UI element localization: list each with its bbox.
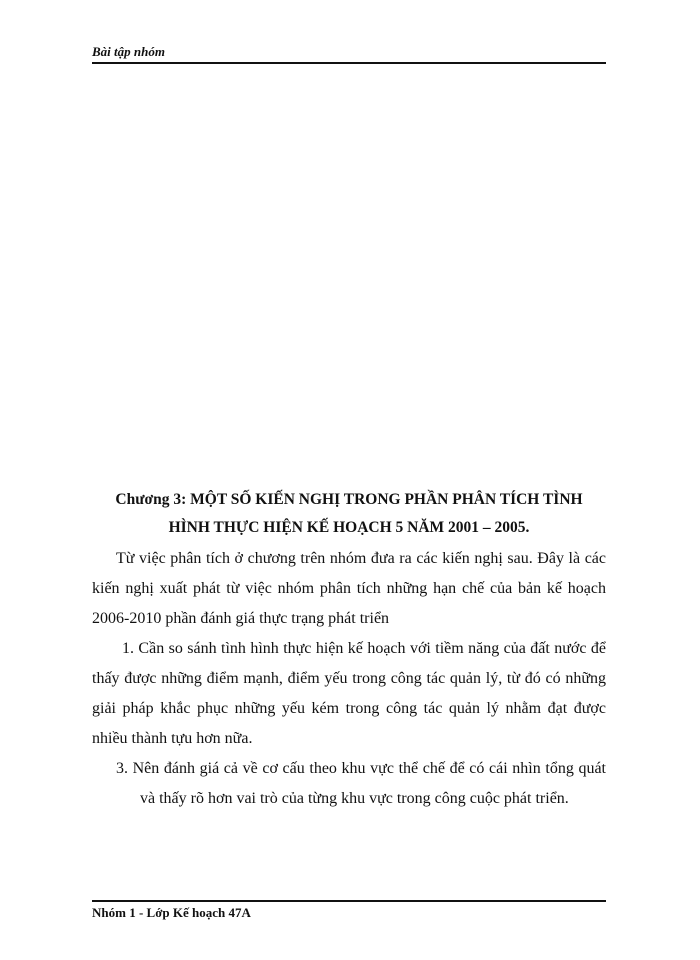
chapter-title <box>92 486 606 542</box>
header-divider <box>92 62 606 64</box>
recommendation-item-1: 1. Cần so sánh tình hình thực hiện kế hoạch với tiềm năng của đất nước để thấy được những điểm mạnh, điểm yếu trong công tác quản lý, từ đó có những giải pháp khắc phục những yếu kém trong công tác quản lý nhằm đạt được nhiều thành tựu hơn nữa. <box>92 640 606 747</box>
body-text <box>92 544 606 814</box>
page-header: Bài tập nhóm <box>92 44 165 59</box>
chapter-title-line-1: Chương 3: MỘT SỐ KIẾN NGHỊ TRONG PHẦN PHÂN TÍCH TÌNH <box>115 491 583 508</box>
recommendation-item-3: 3. Nên đánh giá cả về cơ cấu theo khu vực thể chế để có cái nhìn tổng quát và thấy rõ hơn vai trò của từng khu vực trong công cuộc phát triển. <box>116 760 606 807</box>
footer-divider <box>92 900 606 902</box>
chapter-title-line-2: HÌNH THỰC HIỆN KẾ HOẠCH 5 NĂM 2001 – 2005. <box>168 519 530 536</box>
intro-paragraph: Từ việc phân tích ở chương trên nhóm đưa ra các kiến nghị sau. Đây là các kiến nghị xuất phát từ việc nhóm phân tích những hạn chế của bản kế hoạch 2006-2010 phần đánh giá thực trạng phát triển <box>92 550 606 627</box>
page-footer: Nhóm 1 - Lớp Kế hoạch 47A <box>92 905 251 920</box>
